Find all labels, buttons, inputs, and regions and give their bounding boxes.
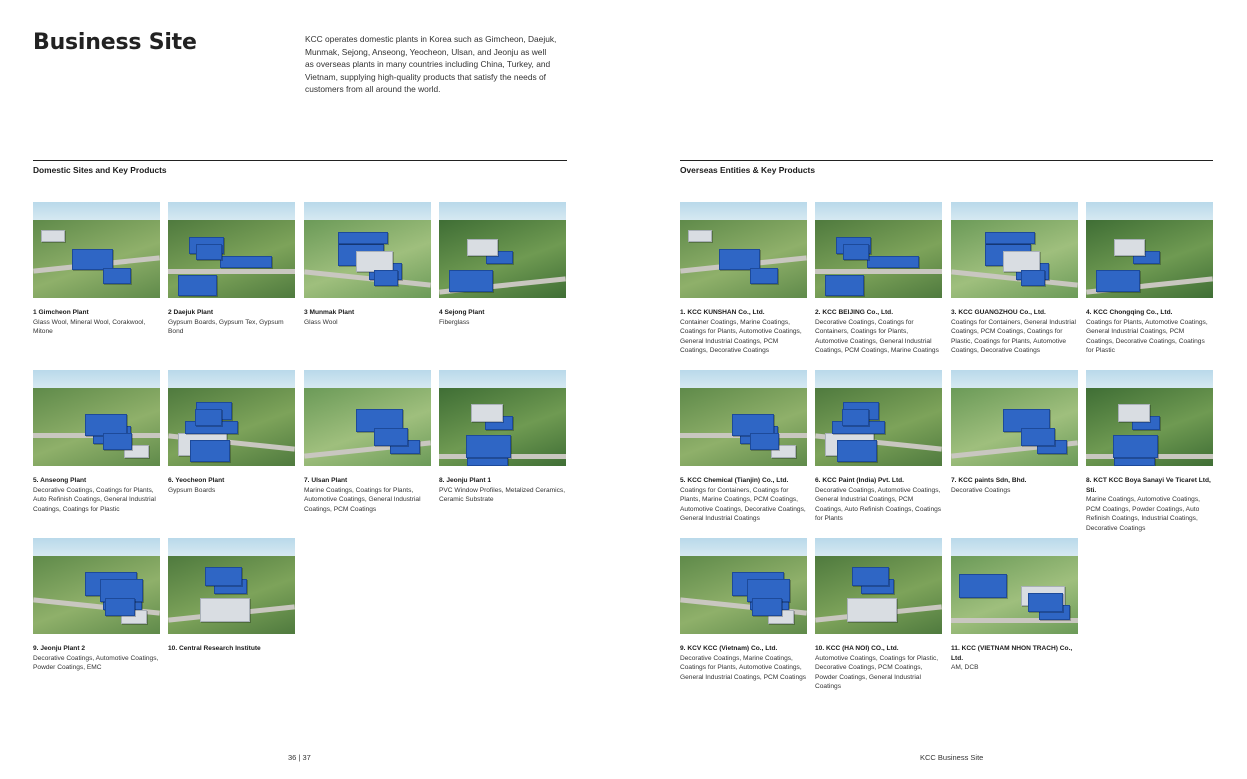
factory-building: [852, 567, 889, 586]
site-card: [951, 370, 1078, 495]
site-name: 4. KCC Chongqing Co., Ltd.: [1086, 309, 1173, 316]
factory-building: [195, 409, 222, 426]
factory-building: [688, 230, 712, 242]
site-name: 2. KCC BEIJING Co., Ltd.: [815, 309, 894, 316]
site-products: Container Coatings, Marine Coatings, Coatings for Plants, Automotive Coatings, General Industrial Coatings, PCM Coatings, Decorative Coatings: [680, 318, 802, 355]
site-aerial-photo: [815, 202, 942, 298]
site-name: 8. Jeonju Plant 1: [439, 477, 492, 484]
factory-building: [867, 256, 919, 268]
site-name: 10. Central Research Institute: [168, 645, 261, 652]
site-card: [1086, 370, 1213, 533]
site-name: 3. KCC GUANGZHOU Co., Ltd.: [951, 309, 1046, 316]
site-products: Decorative Coatings: [951, 486, 1011, 494]
intro-paragraph: KCC operates domestic plants in Korea such as Gimcheon, Daejuk, Munmak, Sejong, Anseong, Yeocheon, Ulsan, and Jeonju as well as overseas plants in many countries including China, Turkey, and Vietnam, supplying high-quality products that satisfy the needs of customers from all around the world.: [305, 34, 557, 94]
page-numbers: 36 | 37: [288, 753, 311, 762]
site-products: Automotive Coatings, Coatings for Plastic, Decorative Coatings, PCM Coatings, Powder Coatings, General Industrial Coatings: [815, 654, 939, 691]
site-aerial-photo: [951, 202, 1078, 298]
site-products: Fiberglass: [439, 318, 470, 326]
factory-building: [72, 249, 113, 270]
site-products: Coatings for Plants, Automotive Coatings, General Industrial Coatings, PCM Coatings, Decorative Coatings, Coatings for Plastic: [1086, 318, 1208, 355]
factory-building: [466, 435, 511, 458]
factory-building: [374, 270, 398, 286]
site-products: Marine Coatings, Automotive Coatings, PCM Coatings, Powder Coatings, Auto Refinish Coatings, Industrial Coatings, Decorative Coatings: [1086, 496, 1200, 532]
factory-building: [449, 270, 493, 292]
site-aerial-photo: [168, 370, 295, 466]
site-aerial-photo: [815, 370, 942, 466]
site-aerial-photo: [33, 538, 160, 634]
site-card: [33, 538, 160, 673]
site-name: 2 Daejuk Plant: [168, 309, 214, 316]
factory-building: [1114, 239, 1145, 256]
site-aerial-photo: [680, 538, 807, 634]
site-card: [33, 370, 160, 514]
site-products: Decorative Coatings, Automotive Coatings, Powder Coatings, EMC: [33, 654, 159, 672]
site-aerial-photo: [951, 538, 1078, 634]
site-name: 7. Ulsan Plant: [304, 477, 348, 484]
site-aerial-photo: [33, 370, 160, 466]
factory-building: [1113, 435, 1158, 458]
site-products: Decorative Coatings, Coatings for Containers, Coatings for Plants, Automotive Coatings, General Industrial Coatings, PCM Coatings, Marine Coatings: [815, 318, 939, 355]
factory-building: [103, 433, 132, 450]
site-name: 11. KCC (VIETNAM NHON TRACH) Co., Ltd.: [951, 645, 1073, 662]
factory-building: [750, 433, 779, 450]
site-aerial-photo: [680, 202, 807, 298]
factory-building: [719, 249, 760, 270]
site-aerial-photo: [1086, 370, 1213, 466]
site-name: 3 Munmak Plant: [304, 309, 355, 316]
factory-building: [200, 598, 250, 622]
site-card: [951, 202, 1078, 356]
site-card: [304, 202, 431, 327]
factory-building: [752, 598, 782, 616]
factory-building: [1021, 270, 1045, 286]
site-card: [439, 370, 566, 505]
factory-building: [178, 275, 217, 296]
site-products: PVC Window Profiles, Metalized Ceramics, Ceramic Substrate: [439, 486, 566, 504]
factory-building: [374, 428, 408, 446]
site-card: [168, 538, 295, 654]
site-products: AM, DCB: [951, 664, 979, 671]
site-card: [168, 370, 295, 495]
site-name: 5. Anseong Plant: [33, 477, 87, 484]
factory-building: [105, 598, 135, 616]
factory-building: [190, 440, 230, 462]
domestic-heading: Domestic Sites and Key Products: [33, 160, 567, 175]
factory-building: [1028, 593, 1063, 612]
site-products: Decorative Coatings, Marine Coatings, Coatings for Plants, Automotive Coatings, General Industrial Coatings, PCM Coatings: [680, 654, 807, 681]
factory-building: [847, 598, 897, 622]
site-name: 6. Yeocheon Plant: [168, 477, 225, 484]
overseas-heading: Overseas Entities & Key Products: [680, 160, 1213, 175]
site-name: 8. KCT KCC Boya Sanayi Ve Ticaret Ltd, Sti.: [1086, 477, 1211, 494]
factory-building: [1118, 404, 1150, 422]
site-card: [815, 538, 942, 692]
site-card: [33, 202, 160, 337]
factory-building: [41, 230, 65, 242]
site-aerial-photo: [168, 538, 295, 634]
factory-building: [1096, 270, 1140, 292]
site-products: Coatings for Containers, Coatings for Plants, Marine Coatings, PCM Coatings, Automotive Coatings, Decorative Coatings, General Industrial Coatings: [680, 486, 806, 523]
site-name: 1 Gimcheon Plant: [33, 309, 89, 316]
site-products: Gypsum Boards: [168, 486, 216, 494]
site-card: [951, 538, 1078, 673]
site-name: 4 Sejong Plant: [439, 309, 485, 316]
site-products: Gypsum Boards, Gypsum Tex, Gypsum Bond: [168, 318, 284, 336]
factory-building: [985, 232, 1035, 244]
site-card: [304, 370, 431, 514]
site-name: 10. KCC (HA NOI) CO., Ltd.: [815, 645, 899, 652]
site-aerial-photo: [439, 202, 566, 298]
site-aerial-photo: [33, 202, 160, 298]
site-aerial-photo: [168, 202, 295, 298]
site-card: [815, 202, 942, 356]
site-card: [680, 202, 807, 356]
site-name: 6. KCC Paint (India) Pvt. Ltd.: [815, 477, 905, 484]
site-card: [680, 538, 807, 682]
page-title: Business Site: [33, 30, 197, 55]
site-name: 9. KCV KCC (Vietnam) Co., Ltd.: [680, 645, 778, 652]
site-card: [439, 202, 566, 327]
factory-building: [843, 244, 869, 260]
factory-building: [750, 268, 778, 284]
site-name: 7. KCC paints Sdn, Bhd.: [951, 477, 1027, 484]
factory-building: [338, 232, 388, 244]
factory-building: [842, 409, 869, 426]
site-products: Glass Wool: [304, 318, 338, 326]
site-card: [168, 202, 295, 337]
factory-building: [205, 567, 242, 586]
factory-building: [103, 268, 131, 284]
factory-building: [467, 239, 498, 256]
site-name: 9. Jeonju Plant 2: [33, 645, 86, 652]
site-aerial-photo: [1086, 202, 1213, 298]
site-aerial-photo: [439, 370, 566, 466]
site-aerial-photo: [680, 370, 807, 466]
site-products: Marine Coatings, Coatings for Plants, Automotive Coatings, General Industrial Coatings, PCM Coatings: [304, 486, 421, 513]
factory-building: [1021, 428, 1055, 446]
factory-building: [356, 251, 393, 272]
site-card: [680, 370, 807, 524]
site-aerial-photo: [304, 202, 431, 298]
factory-building: [196, 244, 222, 260]
site-aerial-photo: [951, 370, 1078, 466]
factory-building: [471, 404, 503, 422]
factory-building: [825, 275, 864, 296]
site-products: Coatings for Containers, General Industrial Coatings, PCM Coatings, Coatings for Plastic, Coatings for Plants, Automotive Coatings, Decorative Coatings: [951, 318, 1076, 355]
site-card: [815, 370, 942, 524]
site-products: Decorative Coatings, Automotive Coatings, General Industrial Coatings, PCM Coatings, Auto Refinish Coatings, Coatings for Plants: [815, 486, 942, 523]
site-aerial-photo: [815, 538, 942, 634]
factory-building: [837, 440, 877, 462]
factory-building: [1003, 251, 1040, 272]
running-footer: KCC Business Site: [920, 753, 984, 762]
factory-building: [220, 256, 272, 268]
site-products: Decorative Coatings, Coatings for Plants, Auto Refinish Coatings, General Industrial Coatings, Coatings for Plastic: [33, 486, 156, 513]
site-name: 5. KCC Chemical (Tianjin) Co., Ltd.: [680, 477, 789, 484]
site-card: [1086, 202, 1213, 356]
site-aerial-photo: [304, 370, 431, 466]
factory-building: [959, 574, 1007, 598]
site-name: 1. KCC KUNSHAN Co., Ltd.: [680, 309, 765, 316]
site-products: Glass Wool, Mineral Wool, Corakwool, Mitone: [33, 318, 146, 336]
